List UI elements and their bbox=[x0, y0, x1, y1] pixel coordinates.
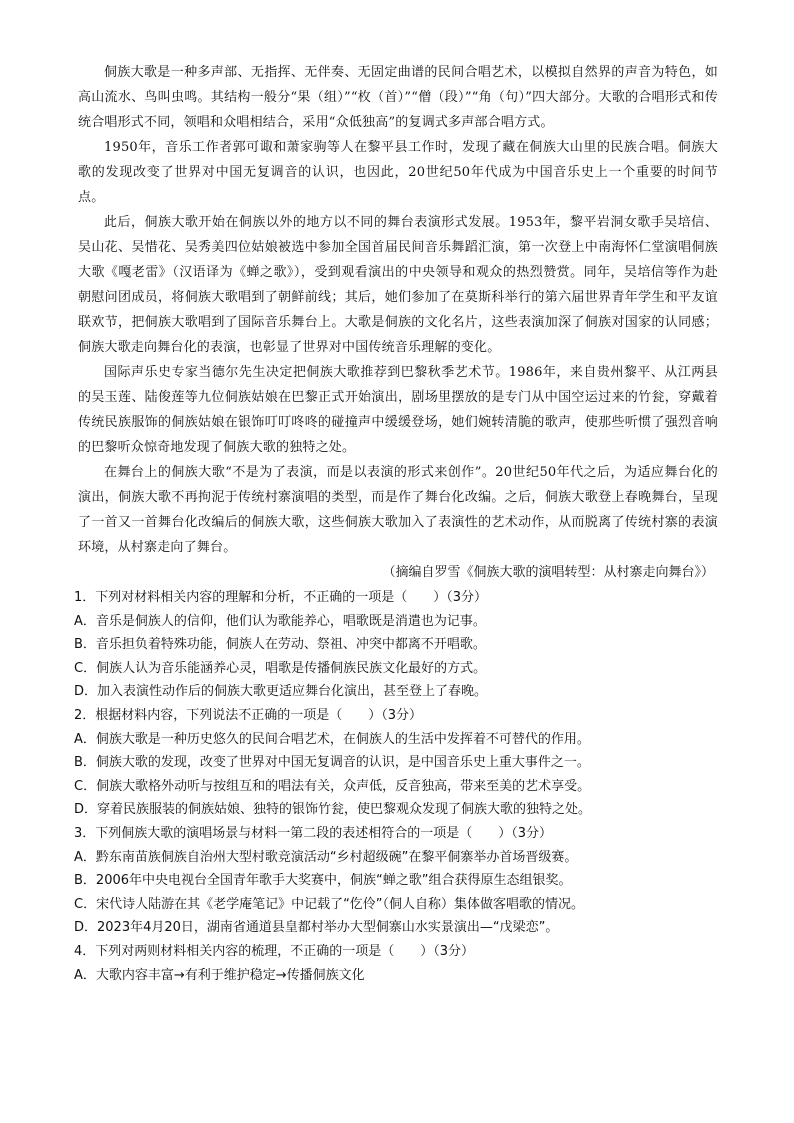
passage-paragraph: 此后，侗族大歌开始在侗族以外的地方以不同的舞台表演形式发展。1953年，黎平岩洞女歌手吴培信、吴山花、吴惜花、吴秀美四位姑娘被选中参加全国首届民间音乐舞蹈汇演，第一次登上中南海怀仁堂演唱侗族大歌《嘎老雷》（汉语译为《蝉之歌》），受到观看演出的中央领导和观众的热烈赞赏。同年，吴培信等作为赴朝慰问团成员，将侗族大歌唱到了朝鲜前线；其后，她们参加了在莫斯科举行的第六届世界青年学生和平友谊联欢节，把侗族大歌唱到了国际音乐舞台上。大歌是侗族的文化名片，这些表演加深了侗族对国家的认同感；侗族大歌走向舞台化的表演，也彰显了世界对中国传统音乐理解的变化。 bbox=[78, 215, 718, 355]
question-option: C．宋代诗人陆游在其《老学庵笔记》中记载了“仡伶”（侗人自称）集体做客唱歌的情况。 bbox=[74, 896, 585, 912]
question-option: D．2023年4月20日，湖南省通道县皇都村举办大型侗寨山水实景演出—“戊梁恋”。 bbox=[74, 920, 559, 936]
question-option: B．侗族大歌的发现，改变了世界对中国无复调音的认识，是中国音乐史上重大事件之一。 bbox=[74, 755, 590, 771]
reading-passage bbox=[78, 60, 718, 560]
passage-paragraph: 在舞台上的侗族大歌“不是为了表演，而是以表演的形式来创作”。20世纪50年代之后，为适应舞台化的演出，侗族大歌不再拘泥于传统村寨演唱的类型，而是作了舞台化改编。之后，侗族大歌登上春晚舞台，呈现了一首又一首舞台化改编后的侗族大歌，这些侗族大歌加入了表演性的艺术动作，从而脱离了传统村寨的表演环境，从村寨走向了舞台。 bbox=[78, 465, 718, 555]
question-option: D．穿着民族服装的侗族姑娘、独特的银饰竹瓮，使巴黎观众发现了侗族大歌的独特之处。 bbox=[74, 802, 592, 818]
question-option: B．2006年中央电视台全国青年歌手大奖赛中，侗族“蝉之歌”组合获得原生态组银奖。 bbox=[74, 873, 572, 889]
question-2 bbox=[74, 704, 734, 822]
passage-paragraph: 国际声乐史专家当德尔先生决定把侗族大歌推荐到巴黎秋季艺术节。1986年，来自贵州黎平、从江两县的吴玉莲、陆俊莲等九位侗族姑娘在巴黎正式开始演出，剧场里摆放的是专门从中国空运过来的竹瓮，穿戴着传统民族服饰的侗族姑娘在银饰叮叮咚咚的碰撞声中缓缓登场，她们婉转清脆的歌声，使那些听惯了强烈音响的巴黎听众惊奇地发现了侗族大歌的独特之处。 bbox=[78, 365, 718, 455]
question-3 bbox=[74, 822, 734, 940]
passage-paragraph: 侗族大歌是一种多声部、无指挥、无伴奏、无固定曲谱的民间合唱艺术，以模拟自然界的声音为特色，如高山流水、鸟叫虫鸣。其结构一般分“果（组）”“枚（首）”“僧（段）”“角（句）”四大部分。大歌的合唱形式和传统合唱形式不同，领唱和众唱相结合，采用“众低独高”的复调式多声部合唱方式。 bbox=[78, 65, 718, 130]
question-option: D．加入表演性动作后的侗族大歌更适应舞台化演出，甚至登上了春晚。 bbox=[74, 684, 488, 700]
question-stem: 2．根据材料内容，下列说法不正确的一项是（ ）（3分） bbox=[74, 707, 423, 723]
passage-paragraph: 1950年，音乐工作者郭可诹和萧家驹等人在黎平县工作时，发现了藏在侗族大山里的民族合唱。侗族大歌的发现改变了世界对中国无复调音的认识，也因此，20世纪50年代成为中国音乐史上一个重要的时间节点。 bbox=[78, 140, 718, 205]
question-stem: 4．下列对两则材料相关内容的梳理，不正确的一项是（ ）（3分） bbox=[74, 943, 475, 959]
question-option: A．侗族大歌是一种历史悠久的民间合唱艺术，在侗族人的生活中发挥着不可替代的作用。 bbox=[74, 731, 590, 747]
question-stem: 3．下列侗族大歌的演唱场景与材料一第二段的表述相符合的一项是（ ）（3分） bbox=[74, 825, 553, 841]
question-option: C．侗族大歌格外动听与按组互和的唱法有关，众声低，反音独高，带来至美的艺术享受。 bbox=[74, 778, 591, 794]
question-1 bbox=[74, 586, 734, 704]
question-option: A．黔东南苗族侗族自治州大型村歌竞演活动“乡村超级碗”在黎平侗寨举办首场晋级赛。 bbox=[74, 849, 578, 865]
question-list bbox=[74, 586, 734, 987]
question-4 bbox=[74, 940, 734, 987]
question-option: C．侗族人认为音乐能涵养心灵，唱歌是传播侗族民族文化最好的方式。 bbox=[74, 660, 487, 676]
passage-source: （摘编自罗雪《侗族大歌的演唱转型：从村寨走向舞台》） bbox=[382, 565, 714, 580]
question-option: B．音乐担负着特殊功能，侗族人在劳动、祭祖、冲突中都离不开唱歌。 bbox=[74, 637, 486, 653]
question-stem: 1．下列对材料相关内容的理解和分析，不正确的一项是（ ）（3分） bbox=[74, 590, 488, 605]
question-option: A．大歌内容丰富→有利于维护稳定→传播侗族文化 bbox=[74, 967, 365, 983]
question-option: A．音乐是侗族人的信仰，他们认为歌能养心，唱歌既是消遣也为记事。 bbox=[74, 613, 486, 629]
